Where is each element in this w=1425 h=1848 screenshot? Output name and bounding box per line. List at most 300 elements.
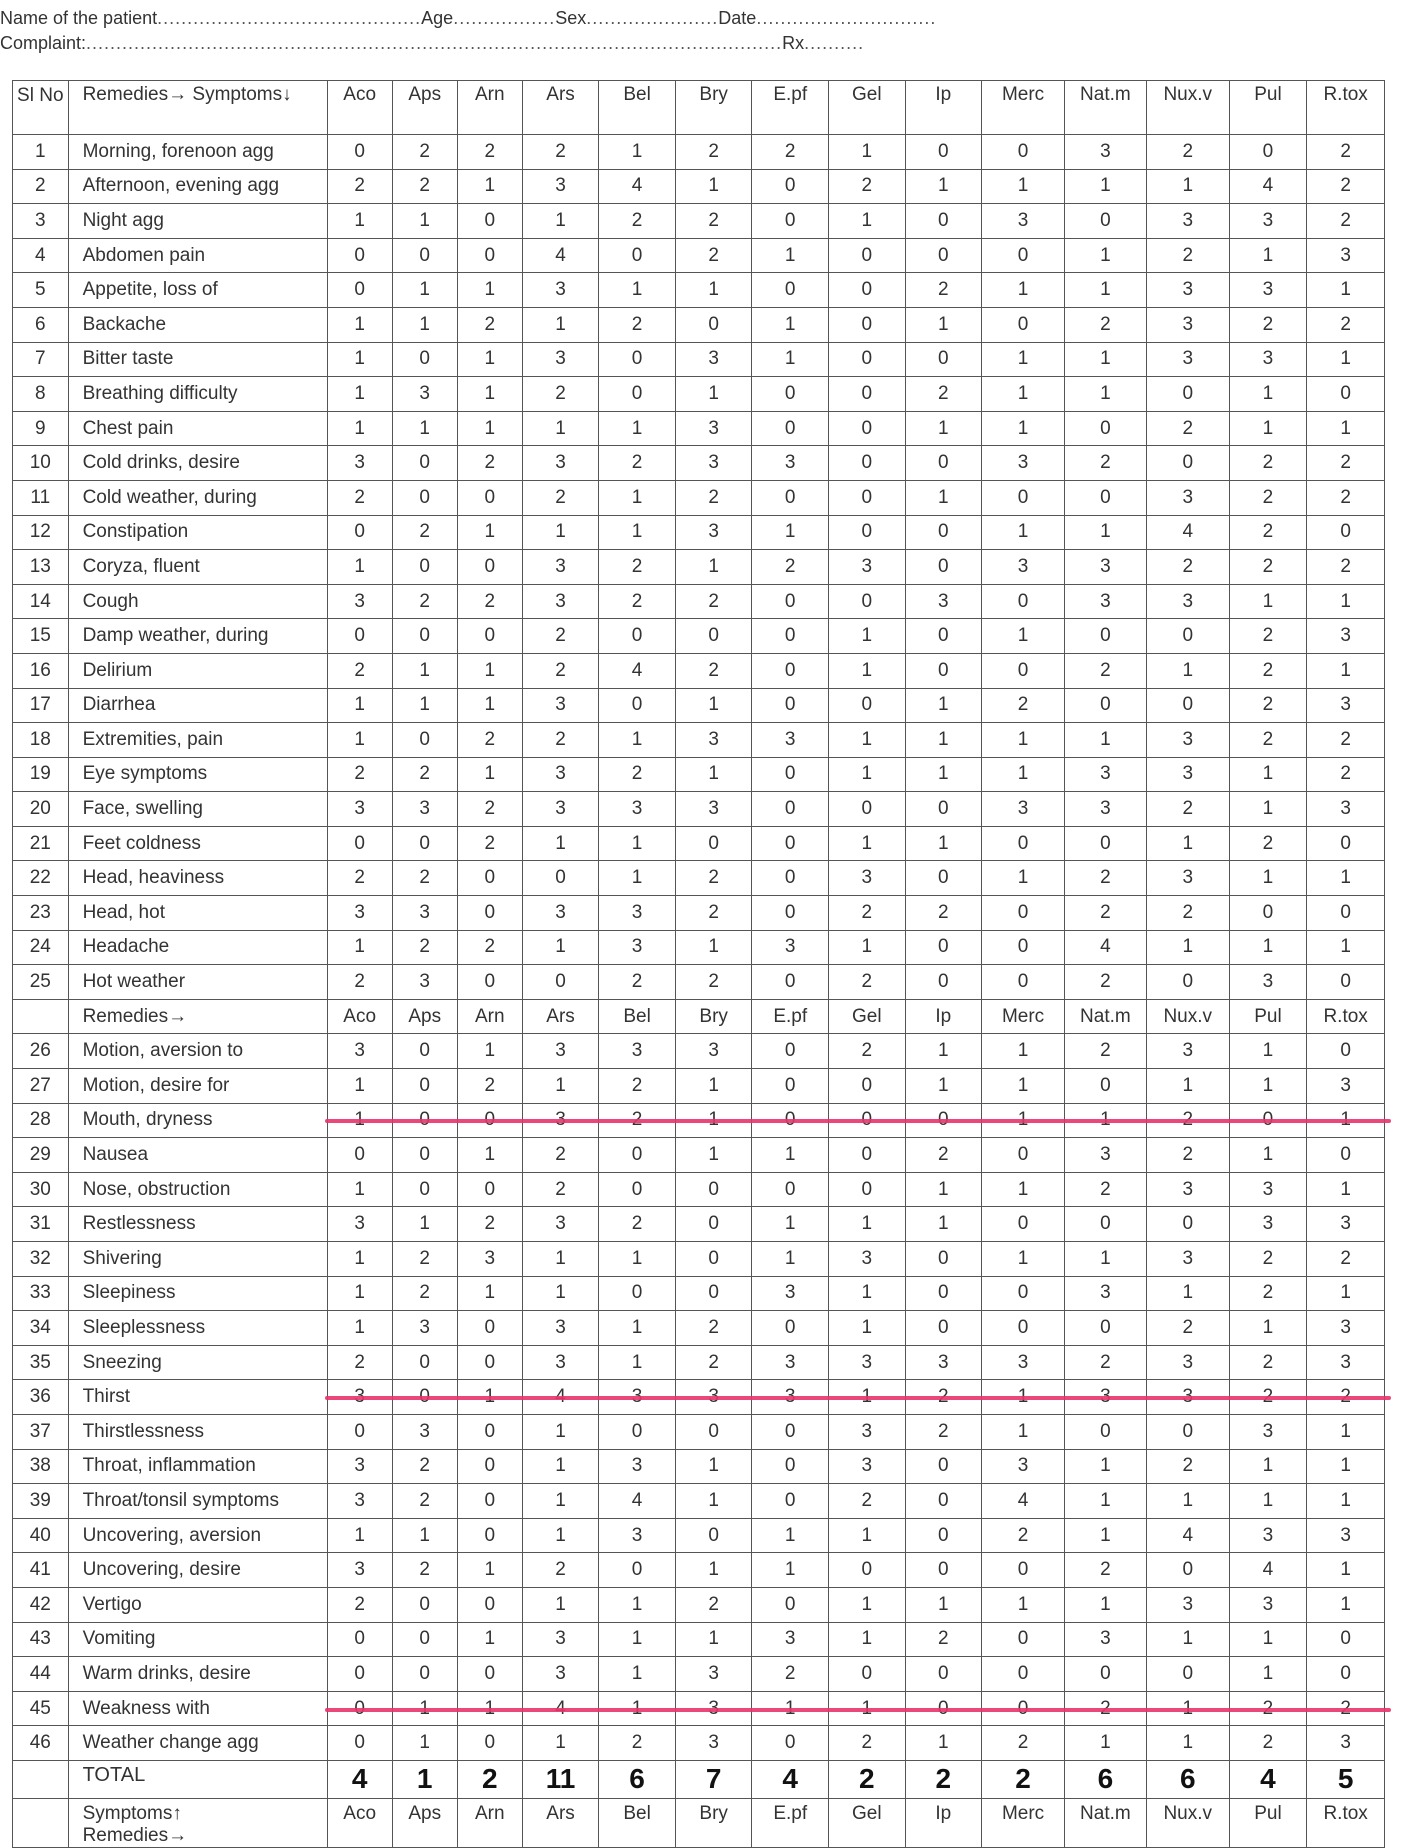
grade-cell: 1 — [905, 1207, 982, 1242]
grade-cell: 2 — [1146, 1138, 1229, 1173]
grade-cell: 0 — [829, 1069, 906, 1104]
grade-cell: 1 — [392, 1518, 457, 1553]
grade-cell: 0 — [1064, 411, 1146, 446]
grade-cell: 3 — [982, 1449, 1065, 1484]
grade-cell: 1 — [982, 1414, 1065, 1449]
grade-cell: 1 — [1064, 1449, 1146, 1484]
grade-cell: 3 — [522, 1207, 599, 1242]
grade-cell: 2 — [675, 861, 752, 896]
grade-cell: 3 — [392, 1414, 457, 1449]
remedy-header: Arn — [457, 1798, 522, 1847]
grade-cell: 2 — [982, 1518, 1065, 1553]
blank-cell — [13, 1760, 69, 1798]
grade-cell: 3 — [1146, 584, 1229, 619]
symptom-cell: Delirium — [68, 653, 327, 688]
grade-cell: 0 — [457, 550, 522, 585]
grade-cell: 1 — [1064, 377, 1146, 412]
grade-cell: 1 — [829, 1311, 906, 1346]
remedy-header: Nux.v — [1146, 81, 1229, 135]
grade-cell: 2 — [599, 204, 676, 239]
grade-cell: 1 — [675, 688, 752, 723]
grade-cell: 0 — [982, 1553, 1065, 1588]
grade-cell: 1 — [982, 723, 1065, 758]
grade-cell: 3 — [599, 1034, 676, 1069]
grade-cell: 2 — [392, 169, 457, 204]
table-row — [13, 1242, 1385, 1277]
symptom-cell: Restlessness — [68, 1207, 327, 1242]
grade-cell: 1 — [752, 1518, 829, 1553]
table-row — [13, 584, 1385, 619]
grade-cell: 0 — [982, 826, 1065, 861]
grade-cell: 1 — [829, 135, 906, 170]
grade-cell: 3 — [1307, 1345, 1385, 1380]
grade-cell: 2 — [522, 377, 599, 412]
symptom-cell: Head, hot — [68, 896, 327, 931]
grade-cell: 2 — [599, 550, 676, 585]
grade-cell: 0 — [829, 792, 906, 827]
grade-cell: 0 — [392, 1587, 457, 1622]
grade-cell: 2 — [522, 653, 599, 688]
grade-cell: 2 — [522, 723, 599, 758]
grade-cell: 2 — [829, 1034, 906, 1069]
grade-cell: 0 — [599, 1553, 676, 1588]
remedy-header: Gel — [829, 1798, 906, 1847]
sl-no-cell: 31 — [13, 1207, 69, 1242]
grade-cell: 2 — [1307, 480, 1385, 515]
remedy-header: Bel — [599, 999, 676, 1034]
grade-cell: 1 — [522, 1414, 599, 1449]
table-row — [13, 169, 1385, 204]
grade-cell: 2 — [522, 480, 599, 515]
grade-cell: 2 — [457, 1069, 522, 1104]
grade-cell: 2 — [392, 515, 457, 550]
grade-cell: 3 — [599, 1449, 676, 1484]
grade-cell: 1 — [457, 1138, 522, 1173]
grade-cell: 0 — [327, 238, 392, 273]
grade-cell: 3 — [752, 723, 829, 758]
grade-cell: 3 — [522, 446, 599, 481]
remedy-header: Bel — [599, 81, 676, 135]
grade-cell: 3 — [1307, 1069, 1385, 1104]
grade-cell: 1 — [905, 688, 982, 723]
grade-cell: 3 — [457, 1242, 522, 1277]
remedy-header: Aco — [327, 999, 392, 1034]
grade-cell: 0 — [905, 135, 982, 170]
grade-cell: 1 — [522, 307, 599, 342]
grade-cell: 0 — [982, 1311, 1065, 1346]
grade-cell: 0 — [392, 1657, 457, 1692]
grade-cell: 1 — [392, 273, 457, 308]
table-row — [13, 653, 1385, 688]
grade-cell: 0 — [522, 965, 599, 1000]
table-header-row — [13, 81, 1385, 135]
grade-cell: 0 — [327, 826, 392, 861]
grade-cell: 1 — [1146, 1069, 1229, 1104]
total-value: 6 — [1146, 1760, 1229, 1798]
grade-cell: 3 — [522, 273, 599, 308]
grade-cell: 0 — [905, 965, 982, 1000]
grade-cell: 2 — [905, 1622, 982, 1657]
grade-cell: 0 — [599, 342, 676, 377]
table-row — [13, 1657, 1385, 1692]
grade-cell: 1 — [752, 1207, 829, 1242]
remedy-header: Pul — [1229, 999, 1307, 1034]
remedy-header: Nat.m — [1064, 1798, 1146, 1847]
grade-cell: 0 — [392, 1172, 457, 1207]
grade-cell: 1 — [599, 480, 676, 515]
grade-cell: 1 — [1064, 1242, 1146, 1277]
rx-label: Rx — [782, 33, 805, 53]
sl-no-cell: 9 — [13, 411, 69, 446]
grade-cell: 1 — [675, 1069, 752, 1104]
grade-cell: 1 — [1064, 1484, 1146, 1519]
grade-cell: 2 — [457, 930, 522, 965]
table-row — [13, 1311, 1385, 1346]
grade-cell: 3 — [1146, 1172, 1229, 1207]
grade-cell: 1 — [675, 1138, 752, 1173]
grade-cell: 0 — [675, 1172, 752, 1207]
grade-cell: 1 — [1307, 1449, 1385, 1484]
grade-cell: 2 — [1307, 135, 1385, 170]
grade-cell: 3 — [1146, 1242, 1229, 1277]
grade-cell: 2 — [457, 307, 522, 342]
grade-cell: 0 — [457, 619, 522, 654]
grade-cell: 1 — [522, 204, 599, 239]
grade-cell: 3 — [522, 169, 599, 204]
grade-cell: 3 — [675, 515, 752, 550]
grade-cell: 1 — [829, 723, 906, 758]
grade-cell: 1 — [675, 1622, 752, 1657]
remedy-header: Pul — [1229, 1798, 1307, 1847]
grade-cell: 3 — [1064, 792, 1146, 827]
remedy-header: R.tox — [1307, 1798, 1385, 1847]
grade-cell: 1 — [905, 307, 982, 342]
symptom-cell: Mouth, dryness — [68, 1103, 327, 1138]
table-row — [13, 1449, 1385, 1484]
grade-cell: 0 — [752, 1034, 829, 1069]
grade-cell: 1 — [1229, 1449, 1307, 1484]
grade-cell: 0 — [982, 135, 1065, 170]
grade-cell: 2 — [1229, 550, 1307, 585]
grade-cell: 3 — [1064, 550, 1146, 585]
grade-cell: 1 — [1307, 1414, 1385, 1449]
grade-cell: 0 — [829, 446, 906, 481]
grade-cell: 0 — [752, 411, 829, 446]
grade-cell: 1 — [522, 1484, 599, 1519]
grade-cell: 2 — [675, 965, 752, 1000]
table-row — [13, 550, 1385, 585]
symptom-cell: Feet coldness — [68, 826, 327, 861]
grade-cell: 3 — [752, 1276, 829, 1311]
symptom-cell: Warm drinks, desire — [68, 1657, 327, 1692]
grade-cell: 2 — [327, 757, 392, 792]
grade-cell: 2 — [327, 480, 392, 515]
grade-cell: 0 — [1307, 377, 1385, 412]
grade-cell: 0 — [392, 446, 457, 481]
grade-cell: 1 — [1307, 1172, 1385, 1207]
grade-cell: 0 — [675, 826, 752, 861]
symptom-cell: Eye symptoms — [68, 757, 327, 792]
grade-cell: 2 — [1229, 619, 1307, 654]
grade-cell: 2 — [522, 619, 599, 654]
sl-no-cell: 21 — [13, 826, 69, 861]
grade-cell: 2 — [1064, 307, 1146, 342]
grade-cell: 0 — [327, 273, 392, 308]
grade-cell: 1 — [327, 930, 392, 965]
grade-cell: 1 — [599, 1242, 676, 1277]
remedy-header: Ars — [522, 999, 599, 1034]
table-row — [13, 1069, 1385, 1104]
grade-cell: 0 — [752, 1069, 829, 1104]
grade-cell: 3 — [829, 861, 906, 896]
grade-cell: 2 — [675, 135, 752, 170]
grade-cell: 0 — [599, 1138, 676, 1173]
remedy-header: Merc — [982, 81, 1065, 135]
table-row — [13, 273, 1385, 308]
grade-cell: 2 — [675, 1587, 752, 1622]
remedy-header: Aps — [392, 1798, 457, 1847]
grade-cell: 1 — [457, 273, 522, 308]
grade-cell: 3 — [1146, 1034, 1229, 1069]
grade-cell: 2 — [905, 1414, 982, 1449]
grade-cell: 1 — [1064, 723, 1146, 758]
grade-cell: 1 — [1307, 861, 1385, 896]
grade-cell: 3 — [599, 896, 676, 931]
grade-cell: 1 — [675, 169, 752, 204]
grade-cell: 1 — [675, 930, 752, 965]
patient-info-line: Name of the patient............................................Age.................Sex......................Date.............................. — [0, 8, 937, 28]
grade-cell: 0 — [982, 307, 1065, 342]
table-row — [13, 1518, 1385, 1553]
grade-cell: 0 — [327, 1414, 392, 1449]
grade-cell: 0 — [1064, 1657, 1146, 1692]
grade-cell: 1 — [829, 757, 906, 792]
table-row — [13, 204, 1385, 239]
grade-cell: 1 — [905, 757, 982, 792]
grade-cell: 1 — [829, 204, 906, 239]
complaint-line: Complaint:....................................................................................................................Rx.......... — [0, 33, 865, 53]
sl-no-cell: 10 — [13, 446, 69, 481]
grade-cell: 4 — [599, 1484, 676, 1519]
grade-cell: 0 — [982, 238, 1065, 273]
grade-cell: 0 — [982, 584, 1065, 619]
symptom-cell: Chest pain — [68, 411, 327, 446]
grade-cell: 0 — [905, 792, 982, 827]
remedy-header: Ars — [522, 81, 599, 135]
symptom-cell: Head, heaviness — [68, 861, 327, 896]
grade-cell: 0 — [752, 792, 829, 827]
grade-cell: 0 — [392, 1138, 457, 1173]
table-row — [13, 446, 1385, 481]
grade-cell: 0 — [905, 1484, 982, 1519]
grade-cell: 2 — [599, 1726, 676, 1761]
symptom-cell: Uncovering, aversion — [68, 1518, 327, 1553]
grade-cell: 1 — [599, 1311, 676, 1346]
grade-cell: 0 — [1146, 446, 1229, 481]
grade-cell: 2 — [1064, 965, 1146, 1000]
sl-no-cell: 26 — [13, 1034, 69, 1069]
grade-cell: 3 — [675, 342, 752, 377]
grade-cell: 1 — [982, 1172, 1065, 1207]
grade-cell: 0 — [752, 169, 829, 204]
grade-cell: 2 — [1307, 446, 1385, 481]
grade-cell: 3 — [522, 1311, 599, 1346]
grade-cell: 0 — [1307, 1622, 1385, 1657]
grade-cell: 3 — [982, 446, 1065, 481]
grade-cell: 3 — [905, 584, 982, 619]
table-row — [13, 411, 1385, 446]
grade-cell: 1 — [1307, 1587, 1385, 1622]
grade-cell: 0 — [457, 1518, 522, 1553]
grade-cell: 2 — [327, 653, 392, 688]
grade-cell: 1 — [599, 1345, 676, 1380]
grade-cell: 0 — [752, 757, 829, 792]
grade-cell: 1 — [1064, 515, 1146, 550]
grade-cell: 1 — [905, 1034, 982, 1069]
sl-no-cell: 2 — [13, 169, 69, 204]
table-row — [13, 826, 1385, 861]
grade-cell: 1 — [522, 1587, 599, 1622]
grade-cell: 0 — [829, 1657, 906, 1692]
total-value: 2 — [457, 1760, 522, 1798]
grade-cell: 4 — [1064, 930, 1146, 965]
grade-cell: 1 — [327, 411, 392, 446]
grade-cell: 1 — [327, 377, 392, 412]
grade-cell: 3 — [675, 723, 752, 758]
grade-cell: 3 — [1307, 1207, 1385, 1242]
grade-cell: 0 — [457, 204, 522, 239]
grade-cell: 1 — [599, 1657, 676, 1692]
grade-cell: 3 — [829, 1414, 906, 1449]
sl-no-cell: 24 — [13, 930, 69, 965]
grade-cell: 0 — [457, 1414, 522, 1449]
table-row — [13, 1484, 1385, 1519]
grade-cell: 0 — [905, 619, 982, 654]
grade-cell: 2 — [392, 1553, 457, 1588]
grade-cell: 1 — [1229, 411, 1307, 446]
grade-cell: 1 — [675, 1553, 752, 1588]
grade-cell: 4 — [1229, 1553, 1307, 1588]
grade-cell: 1 — [457, 411, 522, 446]
grade-cell: 2 — [1146, 896, 1229, 931]
grade-cell: 1 — [905, 169, 982, 204]
grade-cell: 0 — [982, 1207, 1065, 1242]
grade-cell: 1 — [1229, 238, 1307, 273]
grade-cell: 1 — [522, 411, 599, 446]
sl-no-cell: 23 — [13, 896, 69, 931]
grade-cell: 2 — [1146, 792, 1229, 827]
sl-no-cell: 42 — [13, 1587, 69, 1622]
remedy-header: Merc — [982, 1798, 1065, 1847]
grade-cell: 0 — [599, 238, 676, 273]
grade-cell: 2 — [1307, 307, 1385, 342]
grade-cell: 0 — [752, 688, 829, 723]
symptom-cell: Nausea — [68, 1138, 327, 1173]
grade-cell: 1 — [599, 273, 676, 308]
table-row — [13, 1276, 1385, 1311]
total-value: 6 — [599, 1760, 676, 1798]
grade-cell: 1 — [752, 1242, 829, 1277]
grade-cell: 0 — [829, 688, 906, 723]
grade-cell: 0 — [522, 861, 599, 896]
grade-cell: 2 — [457, 826, 522, 861]
grade-cell: 1 — [599, 515, 676, 550]
grade-cell: 0 — [829, 411, 906, 446]
total-value: 4 — [1229, 1760, 1307, 1798]
grade-cell: 3 — [1064, 135, 1146, 170]
grade-cell: 1 — [829, 1518, 906, 1553]
grade-cell: 4 — [522, 238, 599, 273]
grade-cell: 1 — [1307, 1553, 1385, 1588]
grade-cell: 1 — [1307, 342, 1385, 377]
grade-cell: 0 — [752, 1311, 829, 1346]
grade-cell: 1 — [1146, 1484, 1229, 1519]
grade-cell: 1 — [1064, 1726, 1146, 1761]
grade-cell: 3 — [1307, 619, 1385, 654]
grade-cell: 0 — [392, 238, 457, 273]
grade-cell: 0 — [1307, 965, 1385, 1000]
grade-cell: 2 — [905, 1138, 982, 1173]
grade-cell: 3 — [327, 792, 392, 827]
grade-cell: 1 — [327, 723, 392, 758]
grade-cell: 2 — [457, 1207, 522, 1242]
grade-cell: 0 — [829, 342, 906, 377]
sl-no-cell: 16 — [13, 653, 69, 688]
sl-no-cell: 25 — [13, 965, 69, 1000]
grade-cell: 3 — [829, 1449, 906, 1484]
sl-no-cell: 4 — [13, 238, 69, 273]
grade-cell: 0 — [599, 1414, 676, 1449]
grade-cell: 2 — [457, 135, 522, 170]
grade-cell: 0 — [1146, 1553, 1229, 1588]
grade-cell: 0 — [392, 480, 457, 515]
sl-no-cell: 14 — [13, 584, 69, 619]
sl-no-cell: 13 — [13, 550, 69, 585]
grade-cell: 2 — [1229, 1276, 1307, 1311]
grade-cell: 3 — [752, 1345, 829, 1380]
grade-cell: 3 — [675, 446, 752, 481]
grade-cell: 1 — [392, 653, 457, 688]
remedy-header: Bel — [599, 1798, 676, 1847]
grade-cell: 1 — [1307, 584, 1385, 619]
grade-cell: 2 — [675, 204, 752, 239]
grade-cell: 1 — [1307, 930, 1385, 965]
grade-cell: 2 — [392, 757, 457, 792]
complaint-label: Complaint: — [0, 33, 87, 53]
grade-cell: 1 — [675, 757, 752, 792]
grade-cell: 2 — [1146, 411, 1229, 446]
grade-cell: 1 — [392, 1207, 457, 1242]
grade-cell: 1 — [522, 1449, 599, 1484]
sl-no-cell: 34 — [13, 1311, 69, 1346]
remedy-header: Nat.m — [1064, 81, 1146, 135]
grade-cell: 3 — [675, 1726, 752, 1761]
grade-cell: 0 — [905, 1657, 982, 1692]
grade-cell: 0 — [905, 1518, 982, 1553]
grade-cell: 0 — [1146, 1414, 1229, 1449]
grade-cell: 1 — [1229, 792, 1307, 827]
grade-cell: 1 — [829, 1276, 906, 1311]
grade-cell: 1 — [1064, 273, 1146, 308]
grade-cell: 4 — [1229, 169, 1307, 204]
symptom-cell: Weather change agg — [68, 1726, 327, 1761]
grade-cell: 2 — [599, 1207, 676, 1242]
grade-cell: 0 — [1307, 1138, 1385, 1173]
grade-cell: 0 — [905, 1553, 982, 1588]
grade-cell: 2 — [599, 307, 676, 342]
symptom-cell: Cold weather, during — [68, 480, 327, 515]
footer-label-line2: Remedies→ — [82, 1824, 188, 1846]
